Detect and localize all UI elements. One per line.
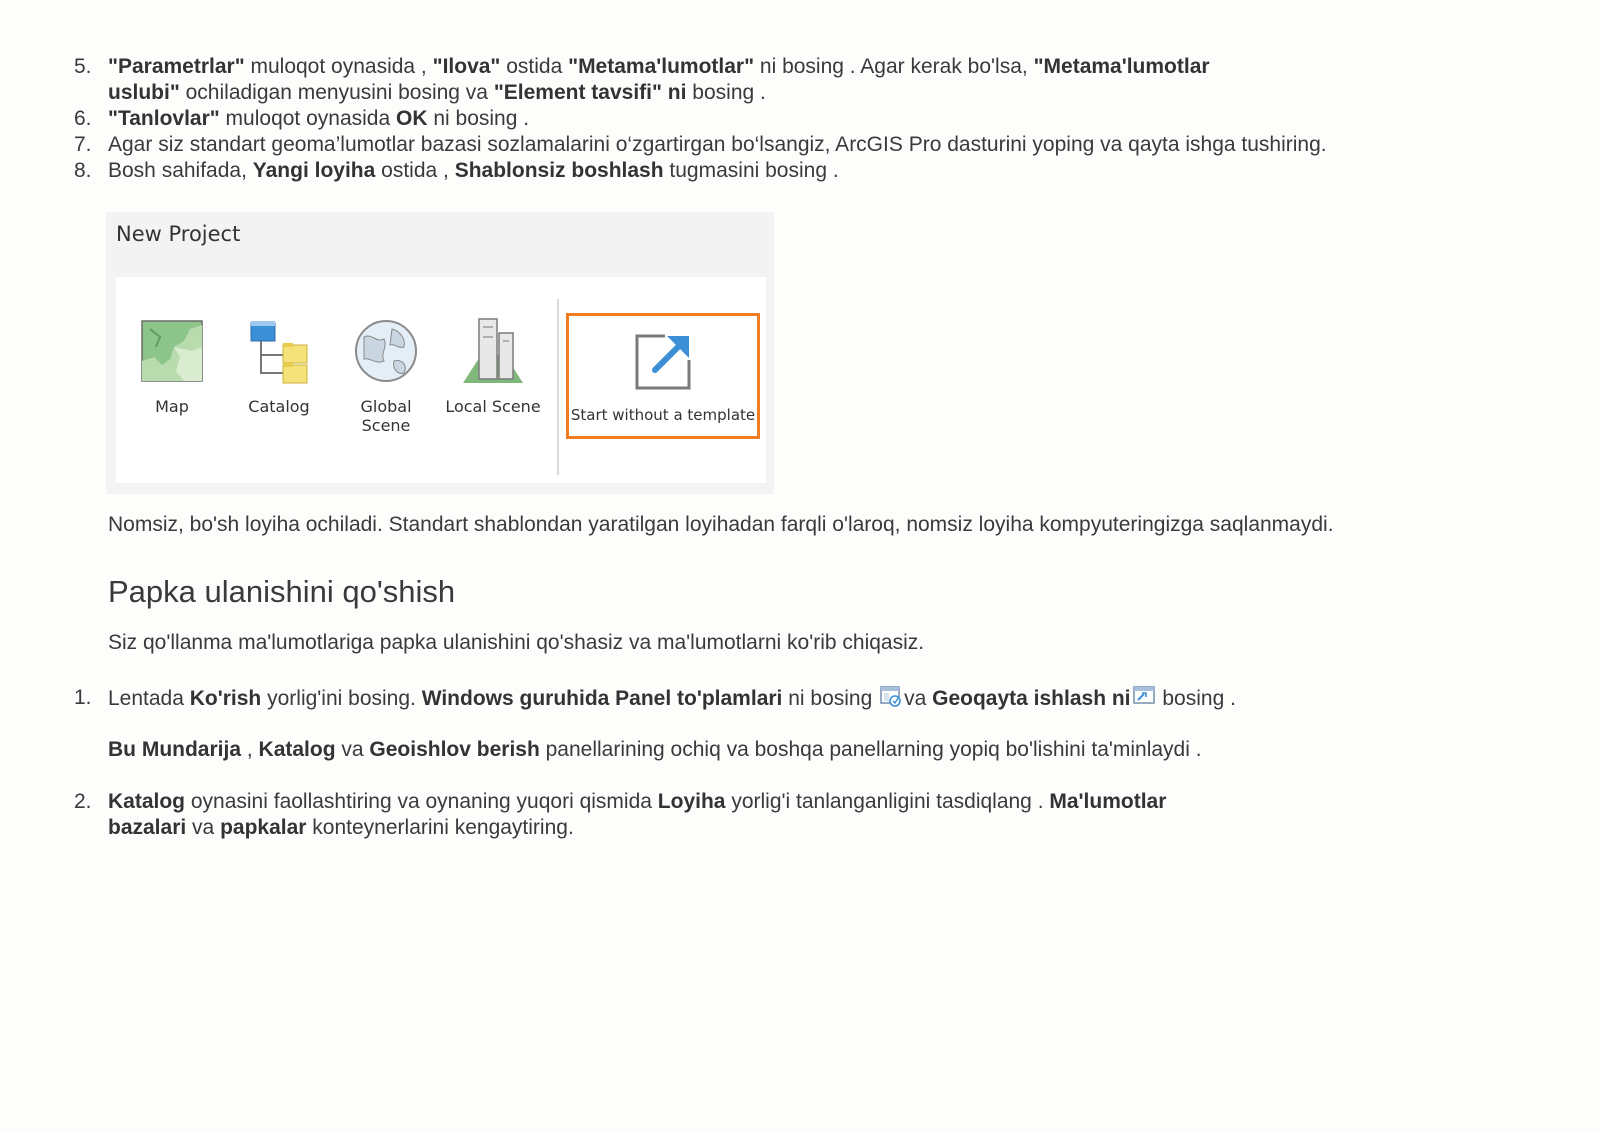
geoprocessing-icon <box>1133 685 1155 707</box>
list-item-text: Katalog oynasini faollashtiring va oynaning yuqori qismida Loyiha yorlig'i tanlanganligini tasdiqlang . Ma'lumotlar bazalari va papkalar konteynerlarini kengaytiring. <box>108 790 1167 839</box>
catalog-tile[interactable] <box>229 317 329 416</box>
list-item <box>74 106 1534 132</box>
new-project-screenshot <box>106 212 774 494</box>
list-item <box>74 685 1534 712</box>
global-scene-tile[interactable] <box>336 317 436 435</box>
list-number: 1. <box>74 686 92 709</box>
global-scene-label: Global Scene <box>360 397 412 435</box>
open-external-icon <box>631 330 695 394</box>
note-paragraph: Bu Mundarija , Katalog va Geoishlov berish panellarining ochiq va boshqa panellarning yopiq bo'lishini ta'minlaydi . <box>108 738 1202 761</box>
list-item-text: Bosh sahifada, Yangi loyiha ostida , Shablonsiz boshlash tugmasini bosing . <box>108 159 839 182</box>
list-number: 2. <box>74 790 92 813</box>
list-number: 8. <box>74 159 92 182</box>
start-without-template-label: Start without a template <box>570 406 756 424</box>
list-item <box>74 158 1534 184</box>
list-item-text: Lentada Ko'rish yorlig'ini bosing. Windows guruhida Panel to'plamlari ni bosing va Geoqayta ishlash ni bosing . <box>108 687 1236 710</box>
intro-paragraph: Siz qo'llanma ma'lumotlariga papka ulanishini qo'shasiz va ma'lumotlarni ko'rib chiqasiz. <box>108 631 925 654</box>
new-project-title: New Project <box>116 222 241 246</box>
new-project-panel <box>116 277 766 483</box>
list-item <box>74 789 1534 841</box>
catalog-label: Catalog <box>248 397 310 416</box>
local-scene-icon <box>461 317 525 385</box>
map-icon <box>140 317 204 385</box>
panel-sets-icon <box>880 685 902 707</box>
list-item-text: "Parametrlar" muloqot oynasida , "Ilova" ostida "Metama'lumotlar" ni bosing . Agar kerak bo'lsa, "Metama'lumotlar uslubi" ochiladigan menyusini bosing va "Element tavsifi" ni bosing . <box>108 55 1210 104</box>
start-without-template-button[interactable] <box>566 313 760 439</box>
map-tile[interactable] <box>122 317 222 416</box>
local-scene-tile[interactable] <box>443 317 543 416</box>
list-number: 6. <box>74 107 92 130</box>
list-item-text: "Tanlovlar" muloqot oynasida OK ni bosing . <box>108 107 530 130</box>
globe-icon <box>354 317 418 385</box>
description-paragraph: Nomsiz, bo'sh loyiha ochiladi. Standart shablondan yaratilgan loyihadan farqli o'laroq, nomsiz loyiha kompyuteringizga saqlanmaydi. <box>108 513 1334 536</box>
map-label: Map <box>155 397 189 416</box>
list-item <box>74 54 1534 106</box>
list-number: 5. <box>74 55 92 78</box>
local-scene-label: Local Scene <box>445 397 541 416</box>
list-item-text: Agar siz standart geoma’lumotlar bazasi sozlamalarini o‘zgartirgan bo‘lsangiz, ArcGIS Pro dasturini yoping va qayta ishga tushiring. <box>108 133 1327 156</box>
catalog-icon <box>247 317 311 385</box>
list-number: 7. <box>74 133 92 156</box>
list-item <box>74 132 1534 158</box>
tile-divider <box>557 299 559 475</box>
section-heading: Papka ulanishini qo'shish <box>108 574 456 609</box>
